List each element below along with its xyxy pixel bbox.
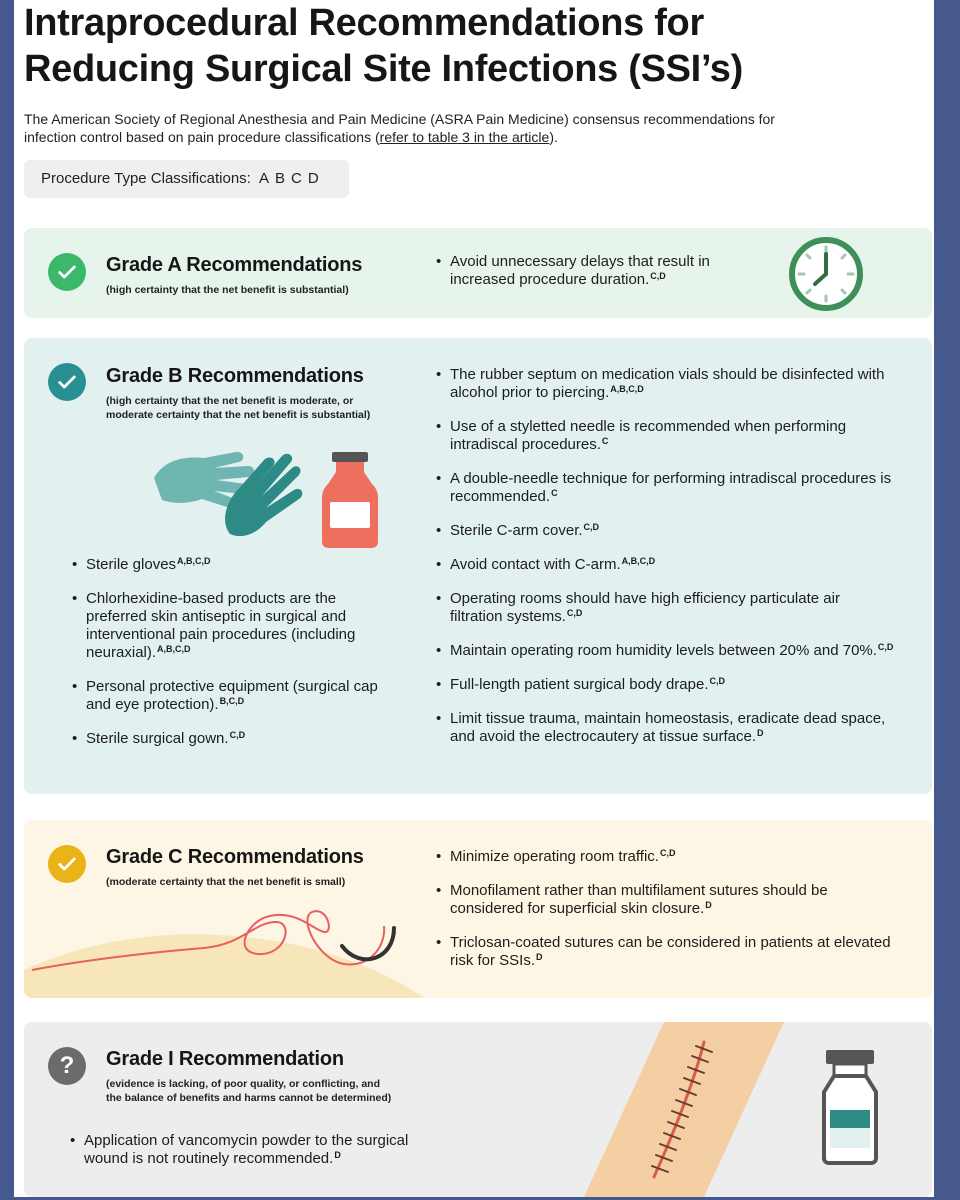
- grade-b-card: [24, 338, 932, 794]
- list-item: • Use of a styletted needle is recommended when performing intradiscal procedures.$^C$: [436, 418, 896, 454]
- classification-c: C: [291, 170, 302, 187]
- procedure-classifications-chip: [24, 160, 349, 198]
- list-item: • Sterile surgical gown.$^{C,D}$: [72, 730, 382, 748]
- grade-b-title: Grade B Recommendations: [106, 365, 364, 387]
- grade-i-list: [70, 1132, 440, 1168]
- grade-c-description: (moderate certainty that the net benefit is small): [106, 876, 346, 888]
- list-item: • Sterile C-arm cover.$^{C,D}$: [436, 522, 896, 540]
- grade-b-description-line-2: moderate certainty that the net benefit is substantial): [106, 409, 371, 421]
- check-badge-icon: [48, 253, 86, 291]
- grade-i-description-line-1: (evidence is lacking, of poor quality, or conflicting, and: [106, 1078, 381, 1090]
- grade-c-list: [436, 848, 896, 970]
- classification-d: D: [307, 170, 319, 187]
- list-item: • A double-needle technique for performing intradiscal procedures is recommended.$^C$: [436, 470, 896, 506]
- list-item: • Avoid contact with C-arm.$^{A,B,C,D}$: [436, 556, 896, 574]
- list-item: • Chlorhexidine-based products are the preferred skin antiseptic in surgical and interventional pain procedures (including neuraxial).$^{A,B,C,D}$: [72, 590, 382, 662]
- medication-vial-icon: [314, 450, 386, 550]
- list-item: • Operating rooms should have high efficiency particulate air filtration systems.$^{C,D}$: [436, 590, 896, 626]
- list-item: • Personal protective equipment (surgical cap and eye protection).$^{B,C,D}$: [72, 678, 382, 714]
- subtitle-text: The American Society of Regional Anesthesia and Pain Medicine (ASRA Pain Medicine) consensus recommendations for infection control based on pain procedure classifications (: [24, 111, 775, 145]
- check-badge-icon: [48, 845, 86, 883]
- list-item: • Limit tissue trauma, maintain homeostasis, eradicate dead space, and avoid the electrocautery at tissue surface.$^D$: [436, 710, 896, 746]
- grade-a-description: (high certainty that the net benefit is substantial): [106, 284, 349, 296]
- grade-b-right-list: [436, 366, 896, 746]
- list-item: • Maintain operating room humidity levels between 20% and 70%.$^{C,D}$: [436, 642, 896, 660]
- title-line-1: Intraprocedural Recommendations for: [24, 2, 704, 44]
- subtitle-end: ).: [549, 129, 558, 145]
- grade-a-card: [24, 228, 932, 318]
- grade-i-card: [24, 1022, 932, 1197]
- check-badge-icon: [48, 363, 86, 401]
- article-table-reference-link[interactable]: refer to table 3 in the article: [379, 129, 550, 145]
- grade-a-title: Grade A Recommendations: [106, 254, 363, 276]
- classifications-label: Procedure Type Classifications:: [41, 170, 251, 187]
- list-item: • The rubber septum on medication vials should be disinfected with alcohol prior to piercing.$^{A,B,C,D}$: [436, 366, 896, 402]
- list-item: • Full-length patient surgical body drape.$^{C,D}$: [436, 676, 896, 694]
- classification-a: A: [259, 170, 270, 187]
- grade-b-description-line-1: (high certainty that the net benefit is moderate, or: [106, 395, 354, 407]
- grade-c-card: [24, 820, 932, 998]
- grade-a-list: [436, 253, 736, 289]
- list-item: • Triclosan-coated sutures can be considered in patients at elevated risk for SSIs.$^D$: [436, 934, 896, 970]
- grade-i-description-line-2: the balance of benefits and harms cannot be determined): [106, 1092, 392, 1104]
- classification-letters: [259, 170, 325, 187]
- clock-icon: [786, 234, 866, 314]
- grade-b-description: [106, 394, 370, 422]
- list-item: • Sterile gloves$^{A,B,C,D}$: [72, 556, 382, 574]
- list-item: • Avoid unnecessary delays that result in increased procedure duration.$^{C,D}$: [436, 253, 736, 289]
- list-item: • Application of vancomycin powder to the surgical wound is not routinely recommended.$^D$: [70, 1132, 440, 1168]
- gloves-icon: [144, 438, 314, 548]
- grade-i-description: [106, 1077, 391, 1105]
- list-item: • Monofilament rather than multifilament sutures should be considered for superficial skin closure.$^D$: [436, 882, 896, 918]
- stitched-wound-icon: [584, 1022, 784, 1197]
- page-title: [24, 0, 743, 92]
- question-mark-icon: ?: [48, 1047, 86, 1085]
- grade-c-title: Grade C Recommendations: [106, 846, 364, 868]
- medication-vial-icon: [814, 1048, 886, 1166]
- list-item: • Minimize operating room traffic.$^{C,D}$: [436, 848, 896, 866]
- subtitle: [24, 110, 784, 146]
- grade-b-left-list: [72, 556, 382, 748]
- classification-b: B: [275, 170, 286, 187]
- title-line-2: Reducing Surgical Site Infections (SSI’s): [24, 48, 743, 90]
- grade-i-title: Grade I Recommendation: [106, 1048, 344, 1070]
- infographic-page: [14, 0, 934, 1197]
